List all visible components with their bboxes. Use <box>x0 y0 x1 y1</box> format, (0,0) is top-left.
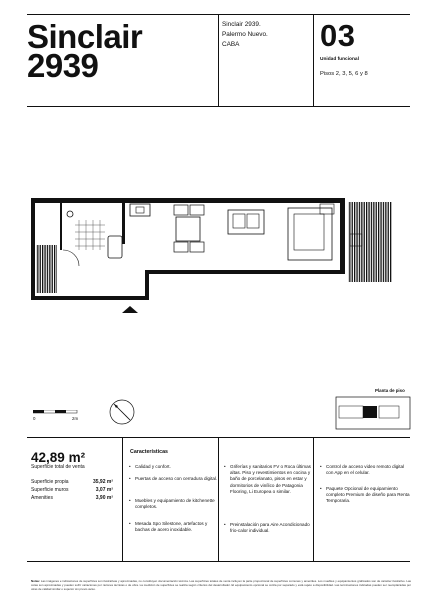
features-title: Características <box>130 449 168 455</box>
wall-bottom-right <box>145 270 345 274</box>
feature-text: Muebles y equipamiento de kitchenette completos. <box>135 498 215 510</box>
feature-text: Puertas de acceso con cerradura digital. <box>135 476 218 481</box>
header-divider-2 <box>313 14 314 106</box>
area-row-label: Superficie propia <box>31 479 69 485</box>
chair-icon <box>190 242 204 252</box>
wall-step <box>145 270 149 300</box>
total-area <box>31 450 85 465</box>
bath-door-swing <box>63 250 79 266</box>
wall-right <box>340 198 345 274</box>
info-bottom-rule <box>27 561 410 562</box>
area-row-label: Superficie muros <box>31 487 69 493</box>
area-row <box>31 487 113 493</box>
sofa-cushion <box>247 214 259 228</box>
sink-icon <box>67 211 73 217</box>
chair-icon <box>174 205 188 215</box>
total-area-unit: m² <box>68 450 86 465</box>
closet-hatch <box>36 245 57 293</box>
bullet-icon: • <box>320 464 322 469</box>
area-row <box>31 495 113 501</box>
sofa-cushion <box>233 214 245 228</box>
bullet-icon: • <box>129 521 131 526</box>
area-row-label: Amenities <box>31 495 53 501</box>
feature-item <box>129 521 219 533</box>
feature-text: Calidad y confort. <box>135 464 171 469</box>
unit-floors: Pisos 2, 3, 5, 6 y 8 <box>320 71 368 77</box>
footnote <box>31 580 411 592</box>
bullet-icon: • <box>320 486 322 491</box>
wall-left <box>31 198 35 300</box>
plan-label: Planta de piso <box>375 388 405 393</box>
total-area-value: 42,89 <box>31 450 65 465</box>
unit-number: 03 <box>320 18 356 53</box>
feature-item <box>224 464 314 495</box>
bed-icon <box>288 208 332 260</box>
scale-seg <box>33 410 44 413</box>
scale-start-label: 0 <box>33 416 36 421</box>
north-arrow-icon <box>108 398 136 426</box>
feature-item <box>129 476 219 482</box>
area-row-value: 35,92 m² <box>92 479 113 485</box>
area-row-value: 3,90 m² <box>95 495 113 501</box>
feature-item <box>129 498 219 510</box>
info-divider-1 <box>122 438 123 561</box>
sofa-icon <box>228 210 264 234</box>
scale-end-label: 2m <box>72 416 79 421</box>
key-plan <box>335 396 415 430</box>
bath-floor <box>75 220 105 250</box>
balcony-hatch <box>348 202 392 282</box>
kitchen-sink-icon <box>136 207 144 213</box>
wall-kitchen <box>122 202 125 244</box>
key-plan-unit <box>339 406 363 418</box>
wall-bottom-left <box>31 296 149 300</box>
feature-text: Mesada Spo Silestone, artefactos y bachas de acero inoxidable. <box>135 521 208 533</box>
total-area-label: Superficie total de venta <box>31 464 85 470</box>
chair-icon <box>174 242 188 252</box>
feature-item <box>320 486 410 505</box>
wall-top <box>31 198 344 203</box>
entrance-arrow-icon <box>122 306 138 313</box>
header-divider-1 <box>218 14 219 106</box>
bullet-icon: • <box>129 476 131 481</box>
feature-item <box>320 464 410 476</box>
key-plan-unit <box>379 406 399 418</box>
feature-text: Control de acceso video remoto digital con App en el celular. <box>326 464 405 476</box>
info-divider-3 <box>313 438 314 561</box>
floor-plan <box>30 190 400 315</box>
bed-blanket <box>294 214 324 250</box>
feature-text: Preinstalación para Aire Acondicionado frio-calor individual. <box>230 522 310 534</box>
wall-bath <box>60 202 62 250</box>
bullet-icon: • <box>129 498 131 503</box>
chair-icon <box>190 205 204 215</box>
bullet-icon: • <box>224 464 226 469</box>
dining-table <box>176 217 200 241</box>
kitchenette-counter <box>130 204 150 216</box>
feature-text: Griferías y sanitarios FV o Roca últimas altas. Piso y revestimientos en cocina y baño de porcelanato, pisos en estar y dormitorios de vinílico de Patagonia Flooring, Li Europea o similar. <box>230 464 311 494</box>
feature-item <box>129 464 219 470</box>
key-plan-highlight <box>363 406 377 418</box>
project-address: Sinclair 2939. Palermo Nuevo. CABA <box>222 21 268 48</box>
feature-text: Paquete Opcional de equipamiento completo Premium de diseño para Renta Temporaria. <box>326 486 410 504</box>
area-row-value: 3,07 m² <box>95 487 113 493</box>
scale-seg <box>55 410 66 413</box>
feature-item <box>224 522 314 534</box>
footnote-text: Las imágenes e indicaciones de superficies son ilustrativas y aproximadas, no constituyen documentación técnica. Las superficies totales de venta incluyen la parte proporcional de superficies comunes y amenities. Los muebles y equipamientos graficados son de carácter ilustrativo. Las cotas son aproximadas y pueden sufrir variaciones por razones técnicas o de obra. La medición de superficies se realiza según criterios del desarrollador. El equipamiento opcional se cotiza por separado y está sujeto a disponibilidad. Las terminaciones indicadas pueden ser reemplazadas por otras de calidad similar o superior sin previo aviso. <box>31 579 411 591</box>
bullet-icon: • <box>224 522 226 527</box>
area-row <box>31 479 113 485</box>
header-bottom-rule <box>27 106 410 107</box>
footnote-label: Notas: <box>31 579 40 583</box>
toilet-icon <box>108 236 122 258</box>
bullet-icon: • <box>129 464 131 469</box>
project-title: Sinclair 2939 <box>27 18 143 84</box>
unit-label: Unidad funcional <box>320 57 359 62</box>
